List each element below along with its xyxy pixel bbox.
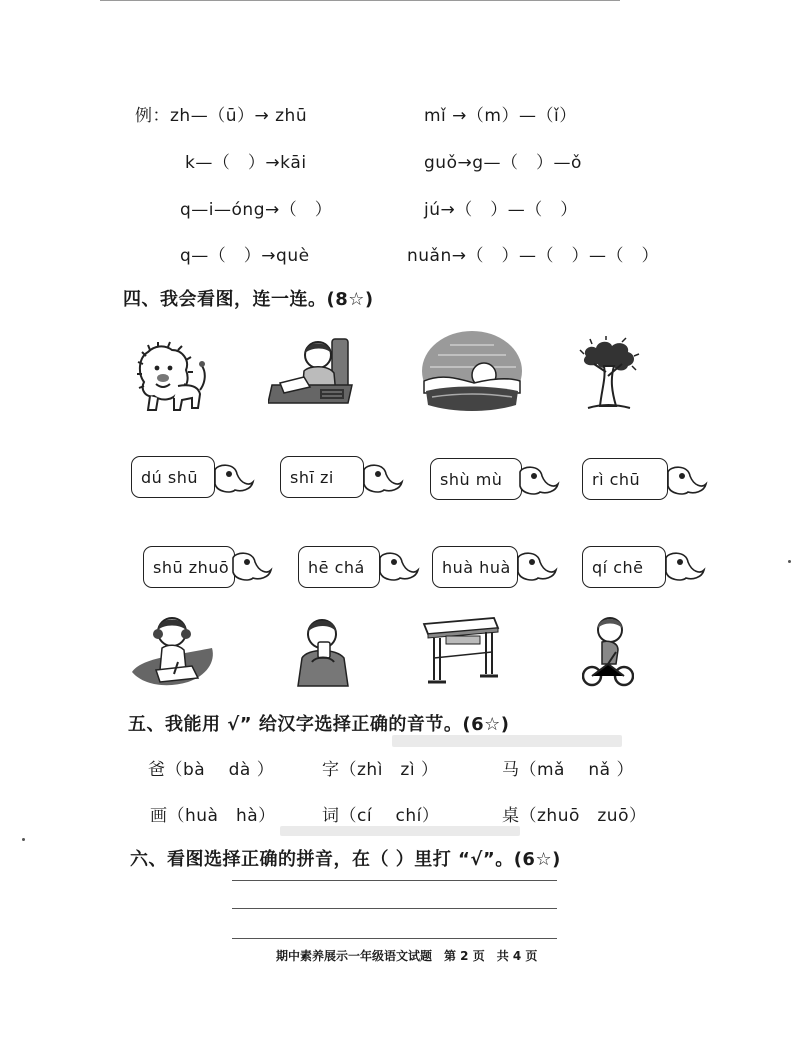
- bubble-label: hē chá: [298, 546, 380, 588]
- bubble-tail-icon: [516, 462, 564, 498]
- choice-ma[interactable]: 马（mǎ nǎ ）: [502, 760, 634, 780]
- bubble-label: qí chē: [582, 546, 666, 588]
- bubble-label: rì chū: [582, 458, 668, 500]
- bleed-through-line: [232, 908, 557, 909]
- exercise-right-2: guǒ→g—（ ）—ǒ: [424, 153, 582, 173]
- tree-picture: [578, 336, 640, 414]
- bubble-tail-icon: [376, 548, 424, 584]
- exercise-left-4: q—（ ）→què: [180, 246, 310, 266]
- exercise-left-2: k—（ ）→kāi: [185, 153, 307, 173]
- example-left-1: 例：zh—（ū）→ zhū: [135, 106, 308, 126]
- choice-hua[interactable]: 画（huà hà）: [150, 806, 276, 826]
- section5-heading: 五、我能用 √” 给汉字选择正确的音节。(6☆): [128, 714, 510, 735]
- boy-drinking-tea-picture: [294, 612, 352, 688]
- girl-drawing-picture: [128, 612, 216, 690]
- bubble-label: shū zhuō: [143, 546, 235, 588]
- scan-dot: [788, 560, 791, 563]
- scan-dot: [22, 838, 25, 841]
- example-right-1: mǐ →（m）—（ǐ）: [424, 106, 577, 126]
- bubble-tail-icon: [514, 548, 562, 584]
- sunrise-picture: [420, 323, 524, 413]
- bubble-tail-icon: [360, 460, 408, 496]
- exercise-right-3: jú→（ ）—（ ）: [424, 200, 578, 220]
- scan-smudge: [392, 735, 622, 747]
- bubble-tail-icon: [662, 548, 710, 584]
- choice-ba[interactable]: 爸（bà dà ）: [148, 760, 275, 780]
- section6-heading: 六、看图选择正确的拼音，在（ ）里打 “√”。(6☆): [130, 849, 561, 870]
- section4-heading: 四、我会看图，连一连。(8☆): [123, 289, 374, 310]
- bubble-label: huà huà: [432, 546, 518, 588]
- page-footer: 期中素养展示一年级语文试题 第 2 页 共 4 页: [276, 949, 538, 963]
- lion-picture: [132, 340, 208, 412]
- child-riding-bike-picture: [582, 614, 634, 688]
- bubble-label: dú shū: [131, 456, 215, 498]
- exercise-right-4: nuǎn→（ ）—（ ）—（ ）: [407, 246, 659, 266]
- scan-smudge: [280, 826, 520, 836]
- scan-edge: [100, 0, 620, 1]
- bleed-through-line: [232, 880, 557, 881]
- bubble-tail-icon: [229, 548, 277, 584]
- choice-zi[interactable]: 字（zhì zì ）: [322, 760, 439, 780]
- bubble-tail-icon: [211, 460, 259, 496]
- choice-zhuo[interactable]: 桌（zhuō zuō）: [502, 806, 647, 826]
- desk-picture: [420, 614, 500, 688]
- bleed-through-line: [232, 938, 557, 939]
- bubble-label: shù mù: [430, 458, 522, 500]
- exercise-left-3: q—i—óng→（ ）: [180, 200, 333, 220]
- boy-reading-picture: [268, 333, 354, 413]
- bubble-tail-icon: [664, 462, 712, 498]
- bubble-label: shī zi: [280, 456, 364, 498]
- choice-ci[interactable]: 词（cí chí）: [322, 806, 440, 826]
